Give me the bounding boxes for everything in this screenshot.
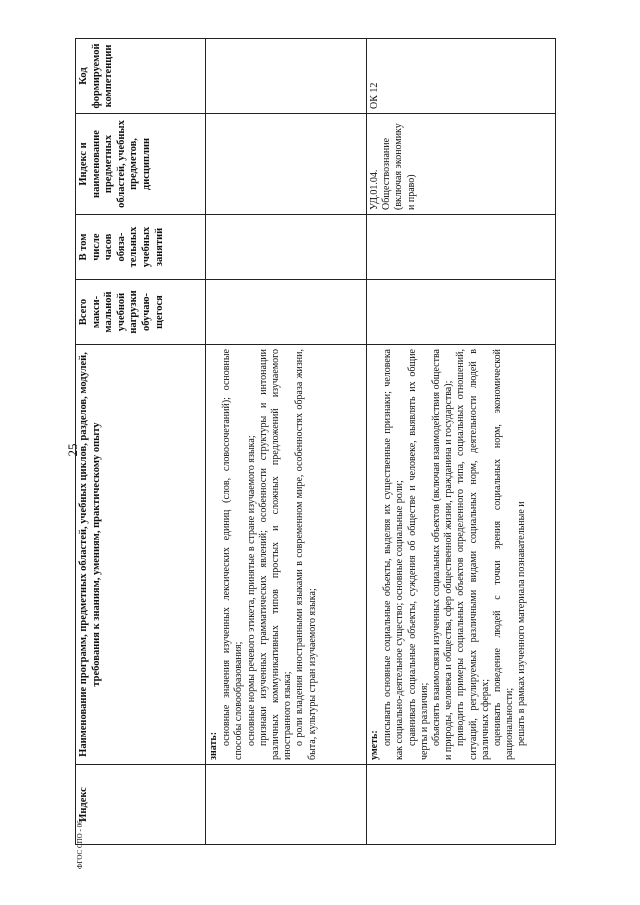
cell-index — [206, 765, 367, 845]
page-number: 25 — [65, 443, 80, 457]
footer-code: ФГОС СПО - 06 — [76, 820, 84, 869]
section-title: знать: — [208, 731, 219, 760]
cell-mandatory — [206, 215, 367, 280]
section-title: уметь: — [369, 730, 380, 760]
header-competence: Код формируемой компетенции — [76, 39, 206, 114]
table-header-row — [76, 39, 206, 845]
cell-requirements — [367, 345, 556, 765]
cell-index — [367, 765, 556, 845]
curriculum-table — [75, 38, 556, 845]
requirement-line: оценивать поведение людей с точки зрения социальных норм, экономической рациональности; — [491, 349, 516, 760]
requirement-line: основные значения изученных лексических единиц (слов, словосочетаний); основные способы словообразования; — [221, 349, 245, 760]
header-name: Наименование программ, предметных областей, учебных циклов, разделов, модулей, требования к знаниям, умениям, практическому опыту — [76, 345, 206, 765]
table-row — [206, 39, 367, 845]
requirement-line: сравнивать социальные объекты, суждения об обществе и человеке, выявлять их общие черты и различия; — [406, 349, 430, 760]
header-index: Индекс — [76, 765, 206, 845]
cell-subject: УД.01.04. Обществознание (включая экономику и право) — [367, 114, 556, 215]
requirement-line: признаки изученных грамматических явлений; особенности структуры и интонации различных коммуникативных типов простых и сложных предложений изучаемого иностранного языка; — [257, 349, 294, 760]
cell-requirements — [206, 345, 367, 765]
requirement-line: решать в рамках изученного материала познавательные и — [516, 501, 528, 746]
header-mandatory: В том числе часов обяза-тельных учебных занятий — [76, 215, 206, 280]
cell-competence: ОК 12 — [367, 39, 556, 114]
requirement-line: объяснять взаимосвязи изученных социальных объектов (включая взаимодействия общества и природы, человека и общества, сфер общественной жизни, гражданина и государства); — [430, 349, 455, 760]
rotated-table-container — [75, 39, 555, 845]
cell-competence — [206, 39, 367, 114]
requirement-line: описывать основные социальные объекты, выделяя их существенные признаки; человека как социально-деятельное существо; основные социальные роли; — [382, 349, 406, 760]
requirement-line: основные нормы речевого этикета, принятые в стране изучаемого языка; — [245, 435, 257, 746]
cell-max-load — [206, 280, 367, 345]
requirement-line: приводить примеры социальных объектов определенного типа, социальных отношений, ситуаций, регулируемых различными видами социальных норм, деятельности людей в различных сферах; — [455, 349, 491, 760]
header-max-load: Всего макси-мальной учебной нагрузки обучаю-щегося — [76, 280, 206, 345]
cell-subject — [206, 114, 367, 215]
cell-mandatory — [367, 215, 556, 280]
table-row — [367, 39, 556, 845]
cell-max-load — [367, 280, 556, 345]
header-subject-index: Индекс и наименование предметных областей, учебных предметов, дисциплин — [76, 114, 206, 215]
requirement-line: о роли владения иностранными языками в современном мире, особенностях образа жизни, быта, культуры стран изучаемого языка; — [294, 349, 318, 760]
